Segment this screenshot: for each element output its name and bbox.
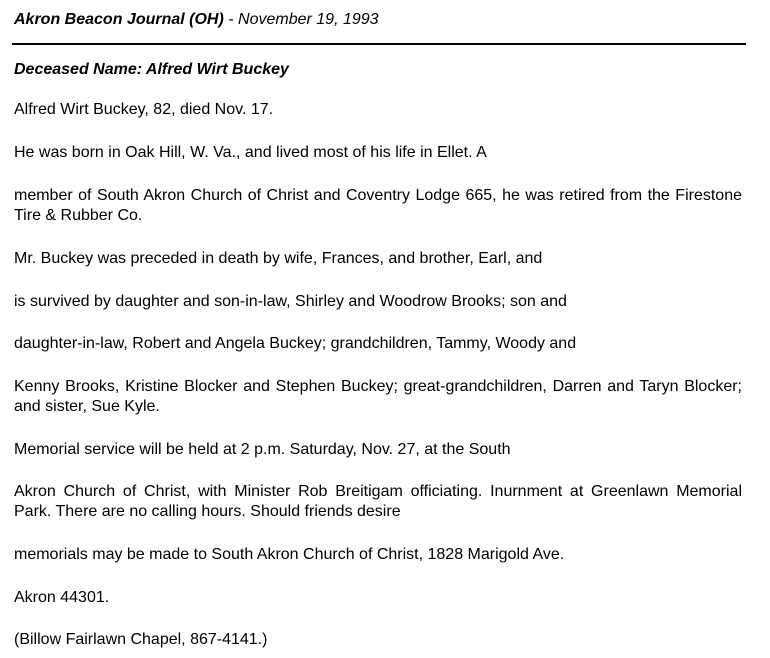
obituary-paragraph: Mr. Buckey was preceded in death by wife, Frances, and brother, Earl, and (14, 250, 543, 267)
obituary-paragraph: is survived by daughter and son-in-law, Shirley and Woodrow Brooks; son and (14, 293, 567, 310)
obituary-paragraph: He was born in Oak Hill, W. Va., and lived most of his life in Ellet. A (14, 144, 487, 161)
obituary-paragraph: (Billow Fairlawn Chapel, 867-4141.) (14, 631, 268, 648)
obituary-paragraph: memorials may be made to South Akron Church of Christ, 1828 Marigold Ave. (14, 546, 565, 563)
document-header (14, 11, 379, 29)
header-divider (12, 43, 746, 45)
obituary-paragraph: Alfred Wirt Buckey, 82, died Nov. 17. (14, 101, 274, 118)
obituary-paragraph: Akron Church of Christ, with Minister Rob Breitigam officiating. Inurnment at Greenlawn Memorial Park. There are no calling hours. Should friends desire (14, 483, 742, 520)
obituary-paragraph: daughter-in-law, Robert and Angela Buckey; grandchildren, Tammy, Woody and (14, 335, 577, 352)
obituary-paragraph: member of South Akron Church of Christ and Coventry Lodge 665, he was retired from the Firestone Tire & Rubber Co. (14, 187, 742, 224)
obituary-paragraph: Memorial service will be held at 2 p.m. Saturday, Nov. 27, at the South (14, 441, 511, 458)
header-separator: - (223, 11, 239, 28)
publication-date: November 19, 1993 (238, 11, 379, 28)
obituary-paragraph: Kenny Brooks, Kristine Blocker and Stephen Buckey; great-grandchildren, Darren and Taryn Blocker; and sister, Sue Kyle. (14, 378, 742, 415)
publication-name: Akron Beacon Journal (OH) (14, 11, 224, 28)
obituary-paragraph: Akron 44301. (14, 589, 110, 606)
deceased-name-heading: Deceased Name: Alfred Wirt Buckey (14, 61, 289, 78)
